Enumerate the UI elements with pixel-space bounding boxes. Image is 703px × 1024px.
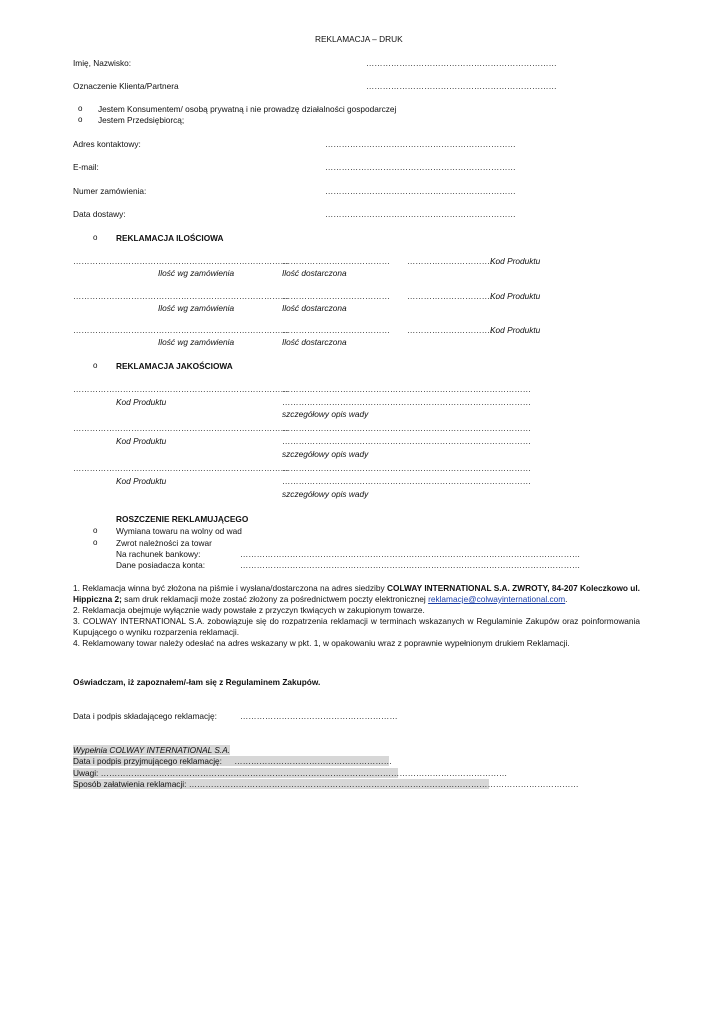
order-label: Numer zamówienia: (73, 186, 147, 196)
quality-code-field[interactable]: …………………………………………………………………… (73, 423, 289, 433)
quantity-code-field[interactable]: …………………………… (407, 256, 499, 266)
quality-desc-field[interactable]: ……………………………………………………………………………… (282, 397, 531, 407)
quality-desc-label: szczegółowy opis wady (282, 449, 369, 459)
quantity-code-field[interactable]: …………………………… (407, 291, 499, 301)
office-received-field[interactable]: ………………………………………………… (234, 756, 392, 766)
client-field[interactable]: …………………………………………………………… (366, 81, 557, 91)
note-3: 3. COLWAY INTERNATIONAL S.A. zobowiązuje się do rozpatrzenia reklamacji w terminach wskazanych w Regulaminie Zakupów oraz poinformowania Kupującego o wyniku rozparzenia reklamacji. (73, 616, 640, 637)
address-label: Adres kontaktowy: (73, 139, 141, 149)
office-received-row (73, 756, 392, 766)
claim-option-refund-bullet[interactable]: o (93, 538, 98, 547)
status-option-business: Jestem Przedsiębiorcą; (98, 115, 185, 125)
quality-code-label: Kod Produktu (116, 436, 167, 446)
quantity-code-label: Kod Produktu (490, 291, 541, 301)
quantity-ordered-field[interactable]: …………………………………………………………………… (73, 325, 289, 335)
bank-account-field[interactable]: …………………………………………………………………………………………………………… (240, 549, 581, 559)
office-heading: Wypełnia COLWAY INTERNATIONAL S.A. (73, 745, 231, 755)
claim-heading: ROSZCZENIE REKLAMUJĄCEGO (116, 514, 249, 524)
quality-code-field[interactable]: …………………………………………………………………… (73, 463, 289, 473)
quality-code-label: Kod Produktu (116, 476, 167, 486)
note-1-text: 1. Reklamacja winna być złożona na piśmie i wysłana/dostarczona na adres siedziby (73, 583, 387, 593)
name-field[interactable]: …………………………………………………………… (366, 58, 557, 68)
quantity-ordered-field[interactable]: …………………………………………………………………… (73, 291, 289, 301)
complaint-email-link[interactable]: reklamacje@colwayinternational.com (428, 594, 566, 604)
claim-option-exchange-bullet[interactable]: o (93, 526, 98, 535)
claim-option-exchange: Wymiana towaru na wolny od wad (116, 526, 242, 536)
quality-desc-field[interactable]: ……………………………………………………………………………… (282, 436, 531, 446)
account-owner-field[interactable]: …………………………………………………………………………………………………………… (240, 560, 581, 570)
quantity-ordered-label: Ilość wg zamówienia (158, 303, 235, 313)
quantity-heading: REKLAMACJA ILOŚCIOWA (116, 233, 224, 243)
quantity-ordered-field[interactable]: …………………………………………………………………… (73, 256, 289, 266)
office-remarks-line[interactable]: Uwagi: ………………………………………………………………………………………………………………………………… (73, 768, 508, 778)
status-option-consumer-bullet[interactable]: o (78, 104, 83, 113)
quality-code-field[interactable]: …………………………………………………………………… (73, 384, 289, 394)
client-label: Oznaczenie Klienta/Partnera (73, 81, 179, 91)
note-2: 2. Reklamacja obejmuje wyłącznie wady powstałe z przyczyn tkwiących w zakupionym towarze. (73, 605, 425, 615)
quantity-delivered-field[interactable]: ………………………………… (282, 325, 390, 335)
quantity-delivered-label: Ilość dostarczona (282, 268, 347, 278)
note-1-end: . (565, 594, 568, 604)
quality-desc-field[interactable]: ……………………………………………………………………………… (282, 476, 531, 486)
quality-desc-field[interactable]: ……………………………………………………………………………… (282, 423, 531, 433)
regulations-statement: Oświadczam, iż zapoznałem/-łam się z Regulaminem Zakupów. (73, 677, 321, 687)
quality-bullet[interactable]: o (93, 361, 98, 370)
quantity-code-label: Kod Produktu (490, 256, 541, 266)
name-label: Imię, Nazwisko: (73, 58, 132, 68)
note-1-text-cont: sam druk reklamacji może zostać złożony za pośrednictwem poczty elektronicznej (121, 594, 429, 604)
email-field[interactable]: …………………………………………………………… (325, 162, 516, 172)
address-field[interactable]: …………………………………………………………… (325, 139, 516, 149)
quantity-ordered-label: Ilość wg zamówienia (158, 268, 235, 278)
quantity-code-field[interactable]: …………………………… (407, 325, 499, 335)
quantity-delivered-field[interactable]: ………………………………… (282, 256, 390, 266)
quantity-ordered-label: Ilość wg zamówienia (158, 337, 235, 347)
return-address: COLWAY INTERNATIONAL S.A. ZWROTY, 84-207 Koleczkowo ul. Hippiczna 2; (73, 583, 640, 604)
quality-heading: REKLAMACJA JAKOŚCIOWA (116, 361, 233, 371)
quantity-bullet[interactable]: o (93, 233, 98, 242)
bank-account-label: Na rachunek bankowy: (116, 549, 201, 559)
quality-desc-field[interactable]: ……………………………………………………………………………… (282, 384, 531, 394)
office-method-line[interactable]: Sposób załatwienia reklamacji: …………………………………………………………………………………………………………………………… (73, 779, 579, 789)
quantity-delivered-label: Ilość dostarczona (282, 303, 347, 313)
quality-desc-field[interactable]: ……………………………………………………………………………… (282, 463, 531, 473)
claim-option-refund: Zwrot należności za towar (116, 538, 212, 548)
page-title: REKLAMACJA – DRUK (315, 34, 403, 44)
quantity-delivered-label: Ilość dostarczona (282, 337, 347, 347)
status-option-business-bullet[interactable]: o (78, 115, 83, 124)
quality-desc-label: szczegółowy opis wady (282, 489, 369, 499)
email-label: E-mail: (73, 162, 99, 172)
quantity-code-label: Kod Produktu (490, 325, 541, 335)
signature-label: Data i podpis składającego reklamację: (73, 711, 217, 721)
quality-desc-label: szczegółowy opis wady (282, 409, 369, 419)
note-1 (73, 583, 640, 605)
notes-block (73, 583, 640, 649)
office-received-label: Data i podpis przyjmującego reklamację: (73, 756, 222, 766)
quality-code-label: Kod Produktu (116, 397, 167, 407)
status-option-consumer: Jestem Konsumentem/ osobą prywatną i nie prowadzę działalności gospodarczej (98, 104, 397, 114)
signature-field[interactable]: ………………………………………………… (240, 711, 398, 721)
delivery-label: Data dostawy: (73, 209, 126, 219)
order-field[interactable]: …………………………………………………………… (325, 186, 516, 196)
account-owner-label: Dane posiadacza konta: (116, 560, 206, 570)
note-4: 4. Reklamowany towar należy odesłać na adres wskazany w pkt. 1, w opakowaniu wraz z poprawnie wypełnionym drukiem Reklamacji. (73, 638, 570, 648)
quantity-delivered-field[interactable]: ………………………………… (282, 291, 390, 301)
delivery-field[interactable]: …………………………………………………………… (325, 209, 516, 219)
